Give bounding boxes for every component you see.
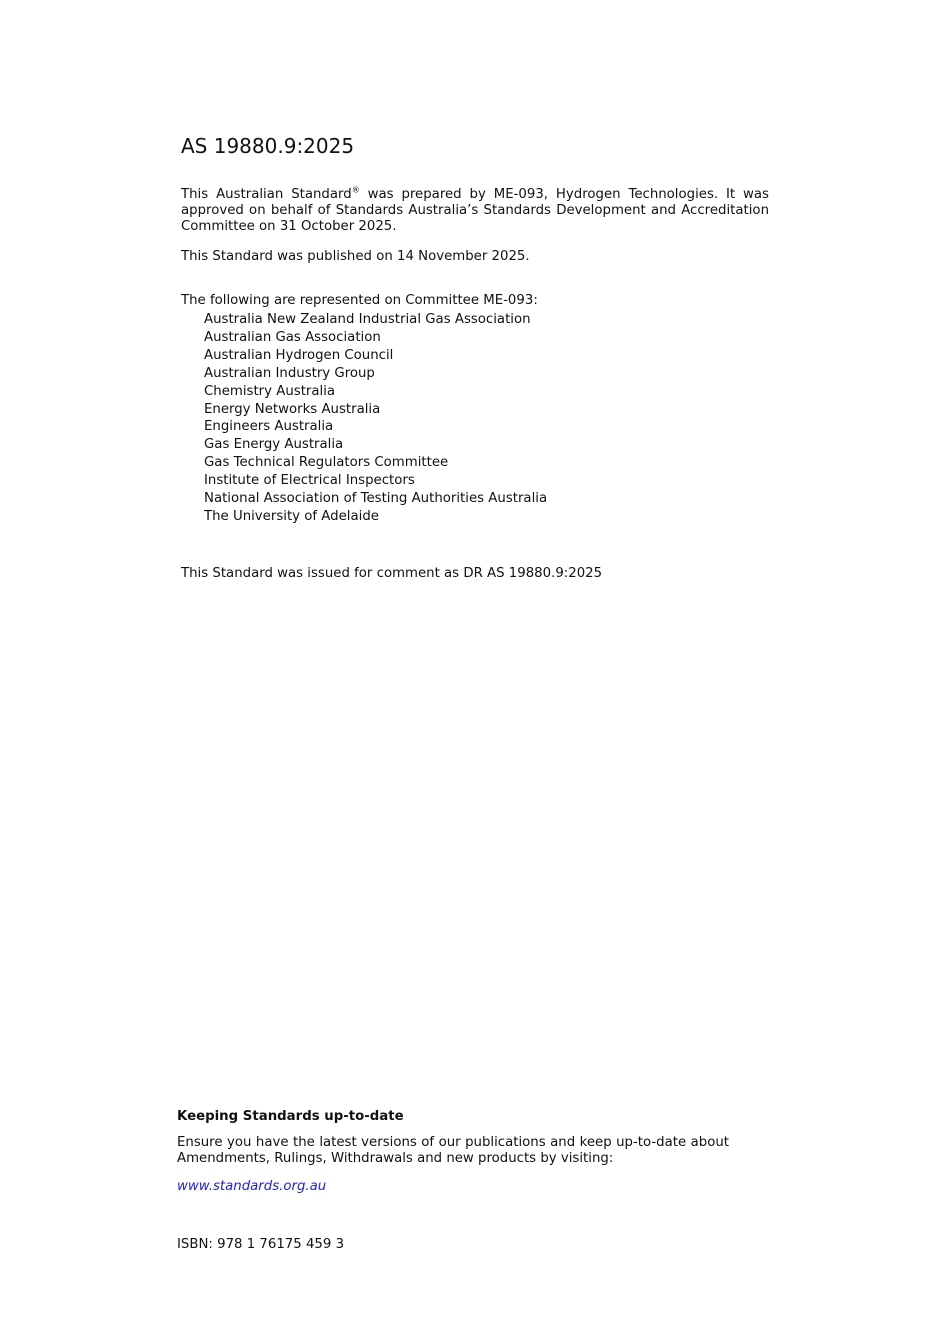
approval-lead: This Australian Standard [181, 187, 352, 202]
committee-member-list [204, 311, 547, 526]
committee-member: Chemistry Australia [204, 383, 336, 399]
committee-member: Gas Technical Regulators Committee [204, 455, 449, 471]
approval-statement [181, 187, 769, 235]
keeping-up-to-date-body: Ensure you have the latest versions of our publications and keep up-to-date about Amendments, Rulings, Withdrawals and new products by visiting: [177, 1135, 729, 1166]
keeping-up-to-date-heading: Keeping Standards up-to-date [177, 1109, 404, 1124]
approval-rest: was prepared by ME-093, Hydrogen Technologies. It was approved on behalf of Standards Australia’s Standards Development and Accreditation Committee on 31 October 2025. [181, 187, 769, 234]
committee-member: Australian Gas Association [204, 329, 381, 345]
isbn: ISBN: 978 1 76175 459 3 [177, 1237, 345, 1252]
registered-mark: ® [351, 185, 360, 195]
committee-member: Institute of Electrical Inspectors [204, 473, 415, 489]
committee-member: Australian Industry Group [204, 365, 375, 381]
issued-for-comment-statement: This Standard was issued for comment as DR AS 19880.9:2025 [181, 566, 603, 581]
standards-website-link[interactable]: www.standards.org.au [177, 1179, 327, 1194]
committee-member: Energy Networks Australia [204, 401, 381, 417]
document-title: AS 19880.9:2025 [181, 134, 355, 158]
committee-member: Gas Energy Australia [204, 437, 344, 453]
publication-date-statement: This Standard was published on 14 November 2025. [181, 249, 530, 264]
committee-member: The University of Adelaide [204, 508, 379, 524]
committee-member: National Association of Testing Authorities Australia [204, 491, 548, 507]
committee-member: Engineers Australia [204, 419, 334, 435]
committee-member: Australia New Zealand Industrial Gas Association [204, 312, 531, 327]
committee-intro: The following are represented on Committee ME-093: [181, 293, 538, 308]
committee-member: Australian Hydrogen Council [204, 347, 394, 363]
